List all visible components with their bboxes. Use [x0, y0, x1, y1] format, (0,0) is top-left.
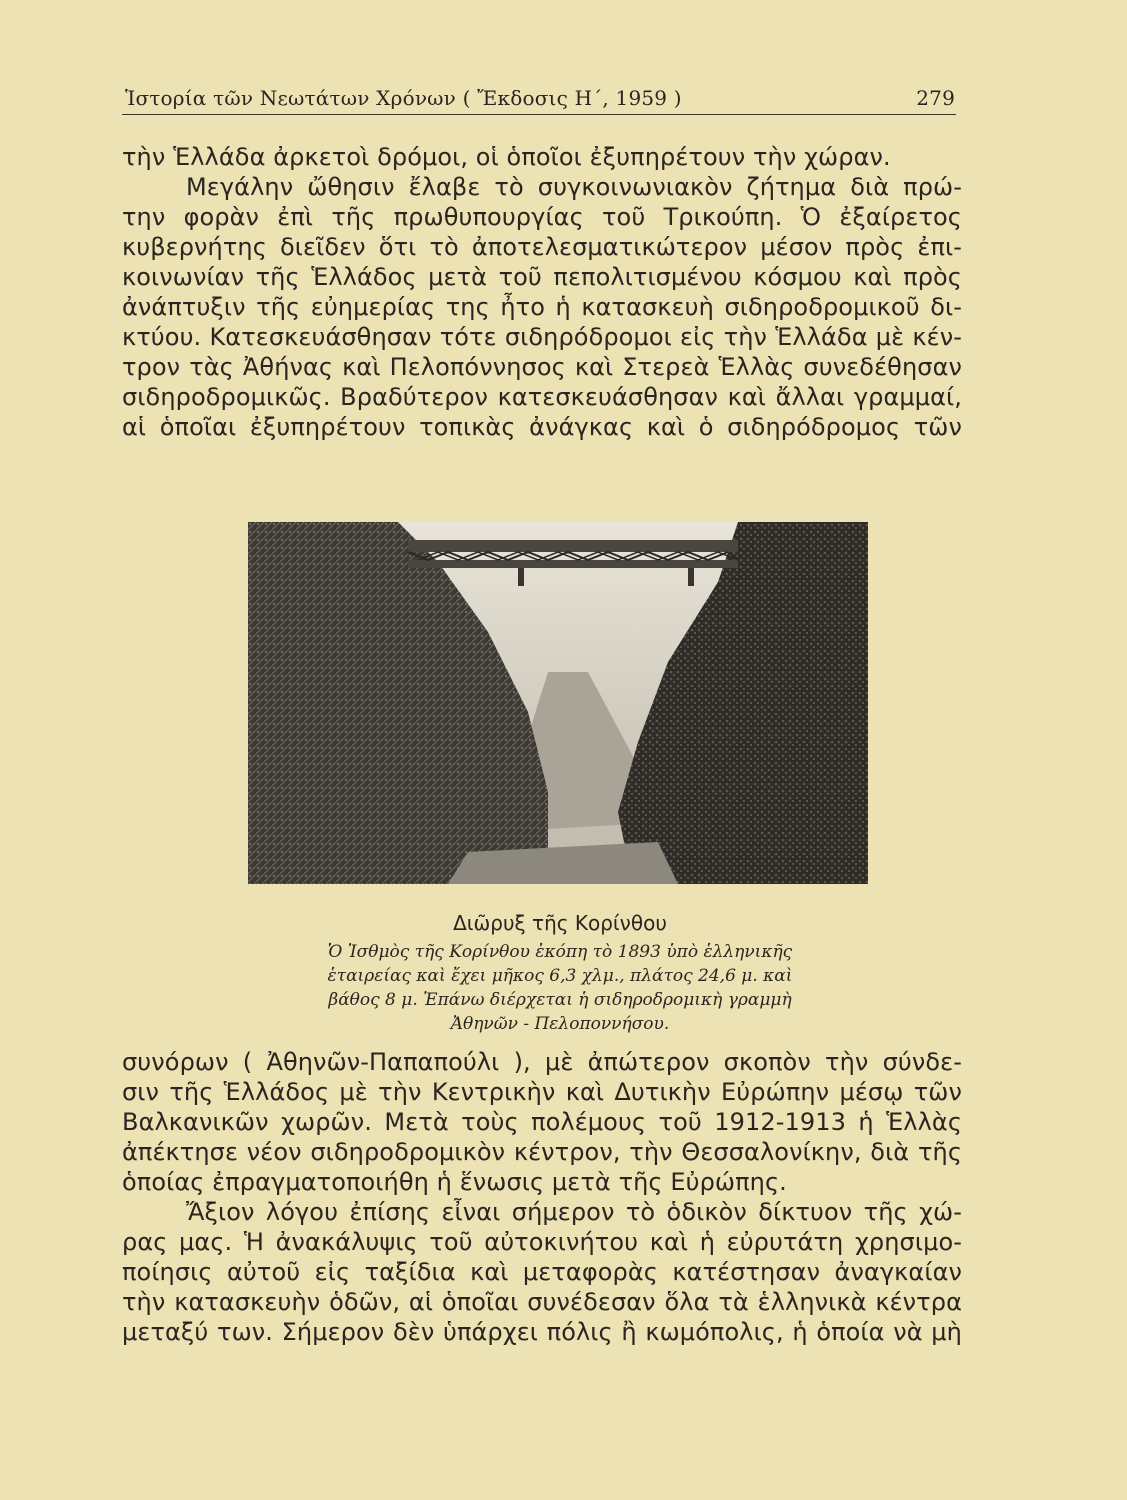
running-header — [125, 86, 955, 116]
text-line: ποίησις αὐτοῦ εἰς ταξίδια καὶ μεταφορὰς κατέστησαν ἀναγκαίαν — [122, 1258, 962, 1286]
page-number: 279 — [916, 86, 955, 110]
paragraph-block-bottom — [122, 1047, 962, 1347]
text-line: κτύου. Κατεσκευάσθησαν τότε σιδηρόδρομοι εἰς τὴν Ἑλλάδα μὲ κέν- — [122, 323, 962, 351]
text-line: σιδηροδρομικῶς. Βραδύτερον κατεσκευάσθησαν καὶ ἄλλαι γραμμαί, — [122, 383, 962, 411]
header-rule — [122, 114, 956, 115]
text-line: κυβερνήτης διεῖδεν ὅτι τὸ ἀποτελεσματικώτερον μέσον πρὸς ἐπι- — [122, 233, 962, 261]
text-line: αἱ ὁποῖαι ἐξυπηρέτουν τοπικὰς ἀνάγκας καὶ ὁ σιδηρόδρομος τῶν — [122, 413, 962, 441]
text-line: Μεγάλην ὤθησιν ἔλαβε τὸ συγκοινωνιακὸν ζήτημα διὰ πρώ- — [186, 173, 962, 201]
text-line: κοινωνίαν τῆς Ἑλλάδος μετὰ τοῦ πεπολιτισμένου κόσμου καὶ πρὸς — [122, 263, 962, 291]
header-title: Ἱστορία τῶν Νεωτάτων Χρόνων ( Ἔκδοσις Η΄, 1959 ) — [125, 86, 682, 110]
text-line: μεταξύ των. Σήμερον δὲν ὑπάρχει πόλις ἢ κωμόπολις, ἡ ὁποία νὰ μὴ — [122, 1318, 962, 1346]
text-line: Ἄξιον λόγου ἐπίσης εἶναι σήμερον τὸ ὁδικὸν δίκτυον τῆς χώ- — [186, 1198, 962, 1226]
text-line: ρας μας. Ἡ ἀνακάλυψις τοῦ αὐτοκινήτου καὶ ἡ εὐρυτάτη χρησιμο- — [122, 1228, 962, 1256]
caption-line: ἑταιρείας καὶ ἔχει μῆκος 6,3 χλμ., πλάτος 24,6 μ. καὶ — [327, 966, 793, 986]
caption-line: Ἀθηνῶν - Πελοποννήσου. — [450, 1014, 670, 1034]
paragraph-block-top — [122, 142, 962, 442]
text-line: τρον τὰς Ἀθήνας καὶ Πελοπόννησος καὶ Στερεὰ Ἑλλὰς συνεδέθησαν — [122, 353, 962, 381]
caption-line: βάθος 8 μ. Ἐπάνω διέρχεται ἡ σιδηροδρομικὴ γραμμὴ — [328, 990, 792, 1010]
corinth-canal-photo — [248, 522, 868, 884]
caption-title: Διῶρυξ τῆς Κορίνθου — [453, 911, 667, 935]
caption-body — [240, 940, 880, 1036]
text-line: τὴν Ἑλλάδα ἀρκετοὶ δρόμοι, οἱ ὁποῖοι ἐξυπηρέτουν τὴν χώραν. — [122, 143, 891, 171]
text-line: την φορὰν ἐπὶ τῆς πρωθυπουργίας τοῦ Τρικούπη. Ὁ ἐξαίρετος — [122, 203, 962, 231]
text-line: Βαλκανικῶν χωρῶν. Μετὰ τοὺς πολέμους τοῦ 1912-1913 ἡ Ἑλλὰς — [122, 1108, 962, 1136]
text-line: ὁποίας ἐπραγματοποιήθη ἡ ἕνωσις μετὰ τῆς Εὐρώπης. — [122, 1168, 787, 1196]
text-line: σιν τῆς Ἑλλάδος μὲ τὴν Κεντρικὴν καὶ Δυτικὴν Εὐρώπην μέσῳ τῶν — [122, 1078, 962, 1106]
caption-line: Ὁ Ἰσθμὸς τῆς Κορίνθου ἐκόπη τὸ 1893 ὑπὸ ἑλληνικῆς — [327, 942, 793, 962]
text-line: τὴν κατασκευὴν ὁδῶν, αἱ ὁποῖαι συνέδεσαν ὅλα τὰ ἑλληνικὰ κέντρα — [122, 1288, 962, 1316]
figure-caption — [240, 910, 880, 1036]
text-line: ἀνάπτυξιν τῆς εὐημερίας της ἦτο ἡ κατασκευὴ σιδηροδρομικοῦ δι- — [122, 293, 962, 321]
text-line: ἀπέκτησε νέον σιδηροδρομικὸν κέντρον, τὴν Θεσσαλονίκην, διὰ τῆς — [122, 1138, 962, 1166]
text-line: συνόρων ( Ἀθηνῶν-Παπαπούλι ), μὲ ἀπώτερον σκοπὸν τὴν σύνδε- — [122, 1048, 962, 1076]
